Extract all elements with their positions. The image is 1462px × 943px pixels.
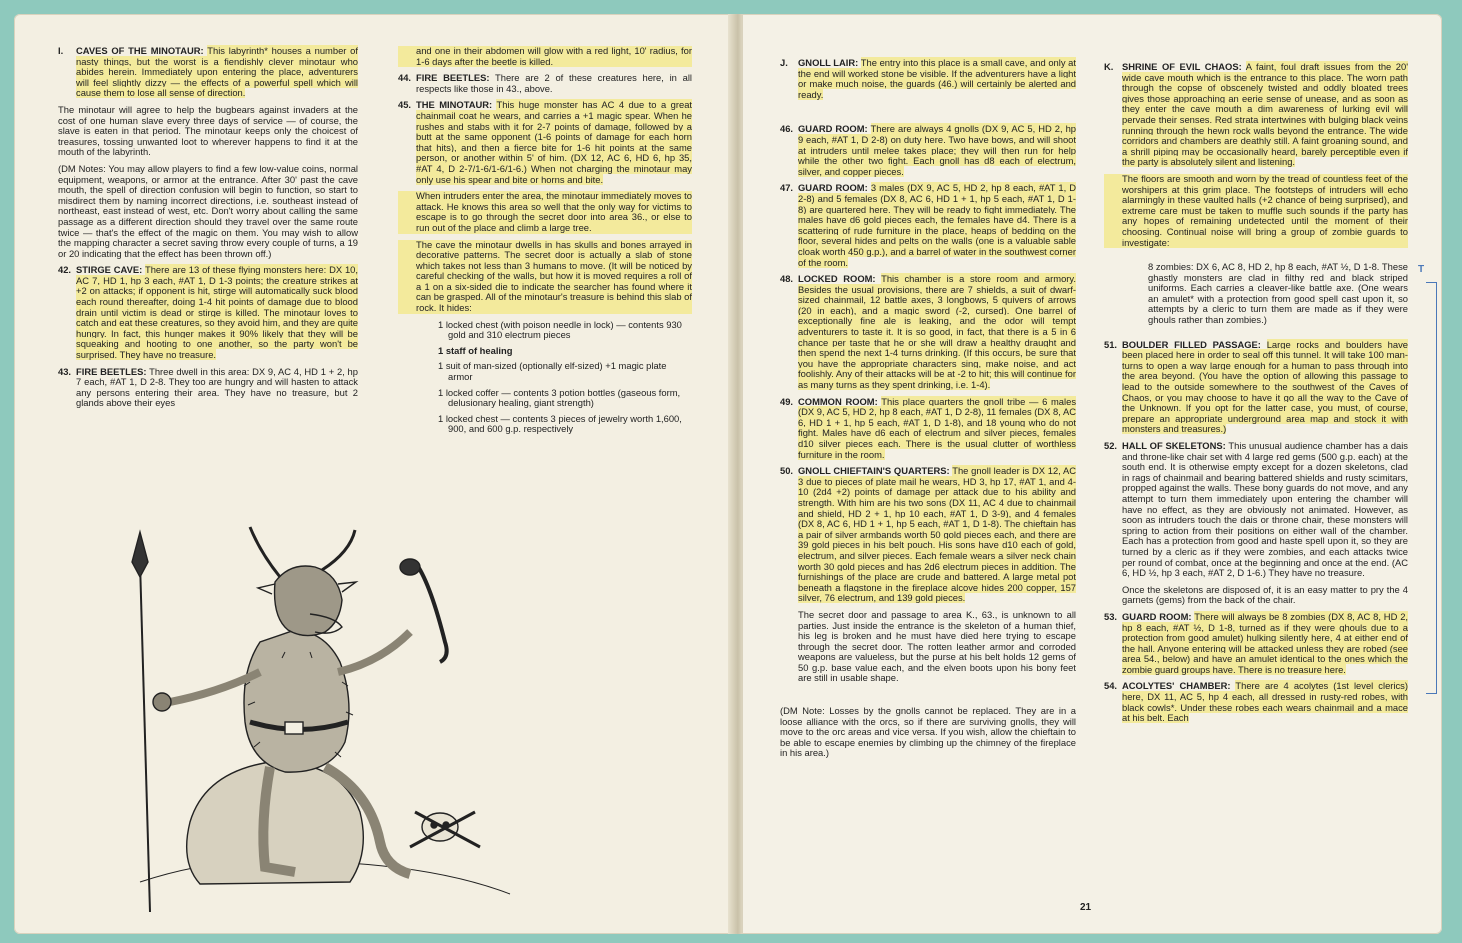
entry-shrine-of-evil-chaos bbox=[1104, 62, 1408, 168]
entry-title: HALL OF SKELETONS: bbox=[1122, 440, 1226, 451]
entry-number: 43. bbox=[58, 365, 72, 377]
entry-text: Large rocks and boulders have been placed here in order to seal off this tunnel. It will take 100 man-turns to open a way large enough for a human to pass through into the area beyond. (You have the option of allowing this passage to lead to the outside somewhere to the southwest of the Caves of Chaos, or you may choose to have it go all the way to the Cave of the Unknown. If you opt for the latter case, you must, of course, prepare an appropriate underground area map and stock it with monsters and treasures.) bbox=[1122, 338, 1408, 435]
entry-44-fire-beetles bbox=[398, 73, 692, 94]
treasure-item: 1 locked chest — contents 3 pieces of jewelry worth 1,600, 900, and 600 g.p. respectively bbox=[438, 412, 682, 435]
entry-title: FIRE BEETLES: bbox=[76, 365, 147, 377]
entry-title: GUARD ROOM: bbox=[798, 123, 868, 135]
paragraph-garnets: Once the skeletons are disposed of, it is an easy matter to pry the 4 garnets (gems) from the back of the chair. bbox=[1122, 583, 1408, 606]
paragraph-floors: The floors are smooth and worn by the tread of countless feet of the worshipers at this grim place. The footsteps of intruders will echo alarmingly in these vaulted halls (+2 chance of being surprised), and extreme care must be taken to muffle such sounds if the party has any hopes of remaining undetected until the moment of their choosing. Continual noise will bring a group of zombie guards to investigate: bbox=[1104, 174, 1408, 248]
entry-title: GUARD ROOM: bbox=[798, 182, 868, 194]
right-column-1 bbox=[780, 58, 1076, 765]
entry-number: 42. bbox=[58, 264, 72, 276]
entry-text: There will always be 8 zombies (DX 8, AC 8, HD 2, hp 8 each, #AT ½, D 1-8, turned as if they were ghouls due to a protection from good amulet) hulking silently here, 4 at either end of the hall. Anyone entering will be attacked unless they are robed (see area 54., below) and have an amulet identical to the ones which the zombie guard groups have. There is no treasure here. bbox=[1122, 610, 1409, 675]
entry-text: This labyrinth* houses a number of nasty things, but the worst is a fiendishly clever minotaur who abides herein. Immediately upon entering the place, adventurers will feel slightly dizzy — the effects of a powerful spell which will cause them to lose all sense of direction. bbox=[76, 45, 359, 99]
entry-text: There are 2 of these creatures here, in all respects like those in 43., above. bbox=[416, 72, 692, 94]
entry-text: There are 13 of these flying monsters here: DX 10, AC 7, HD 1, hp 3 each, #AT 1, D 1-3 points; the creature strikes at +2 on attacks; if opponent is hit, stirge will automatically suck blood each round thereafter, doing 1-4 hit points of damage due to blood drain until victim is dead or stirge is killed. The minotaur loves to catch and eat these creatures, so they avoid him, and they are quite hungry. In fact, this hunger makes it 90% likely that they will be squeaking and hooting to one another, so the party won't be surprised. They have no treasure. bbox=[76, 264, 359, 361]
entry-text: There are 4 acolytes (1st level clerics) here, DX 11, AC 5, hp 4 each, all dressed in rusty-red robes, with black cowls*. Under these robes each wears chainmail and a mace at his belt. Each bbox=[1122, 680, 1408, 724]
treasure-item: 1 locked coffer — contents 3 potion bottles (gaseous form, delusionary healing, giant strength) bbox=[438, 386, 681, 409]
dm-note: (DM Note: Losses by the gnolls cannot be replaced. They are in a loose alliance with the orcs, so if there are surviving gnolls, they will move to the orc areas and vice versa. If you wish, allow the chieftain to be able to escape enemies by climbing up the chimney of the fireplace in his area.) bbox=[780, 705, 1076, 759]
paragraph-cave: The cave the minotaur dwells in has skulls and bones arrayed in decorative patterns. The secret door is actually a slab of stone which takes not less than 3 humans to move. (It will be noticed by careful checking of the walls, but how it is moved requires a roll of a 1 on a six-sided die to indicate the searcher has found where it can be grasped. All of the minotaur's treasure is behind this slab of rock. It hides: bbox=[398, 240, 692, 314]
entry-title: FIRE BEETLES: bbox=[416, 72, 490, 84]
entry-number: I. bbox=[58, 45, 64, 56]
entry-text: 3 males (DX 9, AC 5, HD 2, hp 8 each, #AT 1, D 2-8) and 5 females (DX 8, AC 6, HD 1 + 1, hp 5 each, #AT 1, D 1-8) are quartered here. They will be ready to fight immediately. The males have d6 gold pieces each, the females have d4. There is a scattering of rude furniture in the place, heaps of bedding on the floor, several hides and pelts on the walls (one is a valuable sable cloak worth 450 g.p.), and a barrel of water in the southwest corner of the room. bbox=[798, 182, 1077, 268]
entry-48-locked-room bbox=[780, 274, 1076, 391]
entry-number: 49. bbox=[780, 395, 794, 407]
entry-title: SHRINE OF EVIL CHAOS: bbox=[1122, 61, 1242, 72]
entry-text: A faint, foul draft issues from the 20' wide cave mouth which is the entrance to this place. The worn path through the copse of obscenely twisted and oddly bloated trees gives those approaching an eerie sense of unease, and as soon as they enter the cave mouth a dim awareness of lurking evil will pervade their senses. Red strata intertwines with bulging black veins running through the hewn rock walls beyond the entrance. The wide corridors and chambers are deathly still. A faint groaning sound, and a shrill piping may be occasionally heard, barely perceptible even if the party is absolutely silent and listening. bbox=[1122, 61, 1408, 168]
treasure-item: 1 staff of healing bbox=[438, 344, 513, 356]
entry-text: The entry into this place is a small cave, and only at the end will worked stone be visible. If the adventurers have a light or make much noise, the guards (46.) will certainly be alerted and ready. bbox=[798, 57, 1076, 100]
entry-title: GNOLL CHIEFTAIN'S QUARTERS: bbox=[798, 465, 950, 477]
entry-42-stirge-cave bbox=[58, 265, 358, 360]
entry-number: 50. bbox=[780, 465, 794, 477]
entry-title: COMMON ROOM: bbox=[798, 395, 878, 407]
entry-title: LOCKED ROOM: bbox=[798, 273, 876, 285]
entry-title: ACOLYTES' CHAMBER: bbox=[1122, 680, 1231, 692]
entry-number: 53. bbox=[1104, 610, 1118, 622]
entry-text: There are always 4 gnolls (DX 9, AC 5, HD 2, hp 9 each, #AT 1, D 2-8) on duty here. Two have bows, and will shoot at intruders until melee takes place; they will then run for help while the other two fight. Each gnoll has d8 each of electrum, silver, and copper pieces. bbox=[798, 123, 1077, 177]
entry-title: GUARD ROOM: bbox=[1122, 610, 1192, 622]
entry-50-chieftains-quarters bbox=[780, 466, 1076, 604]
entry-54-acolytes-chamber bbox=[1104, 681, 1408, 723]
right-column-2 bbox=[1104, 62, 1408, 730]
entry-title: THE MINOTAUR: bbox=[416, 99, 493, 111]
paragraph-intruders: When intruders enter the area, the minotaur immediately moves to attack. He knows this area so well that the only way for victims to escape is to go through the secret door into area 36., or else to run out of the place and climb a large tree. bbox=[398, 191, 692, 233]
entry-text: This chamber is a store room and armory. Besides the usual provisions, there are 7 shields, a suit of dwarf-sized chainmail, 12 battle axes, 3 longbows, 5 quivers of arrows (20 in each), and a magic sword (-2, cursed). One barrel of exceptionally fine ale is leaking, and the odor will tempt adventurers to taste it. It is so good, in fact, that there is a 5 in 6 chance per taste that he or she will draw a healthy draught and then spend the next 1-4 turns drinking. (If this occurs, be sure that you have the appropriate characters sing, make noise, and act foolishly. Any of their attacks will be at -2 to hit; this will continue for as many turns as they spent drinking, i.e. 1-4). bbox=[798, 273, 1076, 391]
entry-title: CAVES OF THE MINOTAUR: bbox=[76, 45, 204, 56]
margin-bracket bbox=[1426, 282, 1437, 694]
treasure-item: 1 locked chest (with poison needle in lock) — contents 930 gold and 310 electrum pieces bbox=[438, 318, 682, 341]
entry-text: This huge monster has AC 4 due to a great chainmail coat he wears, and carries a +1 magic spear. When he rushes and stabs with it for 2-7 points of damage, followed by a butt at the same opponent (1-6 points of damage for each horn that hits), and then a fierce bite for 1-6 hit points at the same person, or another within 5' of him. (DX 12, AC 6, HD 6, hp 35, #AT 4, D 2-7/1-6/1-6/1-6.) When not charging the minotaur may only use his spear and bite or horns and bite. bbox=[416, 99, 693, 185]
entry-51-boulder-passage bbox=[1104, 340, 1408, 435]
entry-49-common-room bbox=[780, 397, 1076, 461]
entry-53-guard-room bbox=[1104, 612, 1408, 676]
entry-46-guard-room bbox=[780, 124, 1076, 177]
minotaur-illustration bbox=[110, 522, 520, 922]
entry-text: This unusual audience chamber has a dais and throne-like chair set with 4 large red gems (500 g.p. each) at the south end. It is otherwise empty except for a dozen skeletons, clad in rags of chainmail and bearing battered shields and rusty scimitars, propped against the walls. These bony guards do not move, and any attempt to turn them immediately upon entering the chamber will have no effect, as they are obviously not animated. However, as soon as intruders touch the dais or throne chair, these monsters will spring to action from their positions on either wall of the chamber. Each has a protection from good and haste spell upon it, so they are turned by a cleric as if they were zombies, and each attacks twice per round of combat, once at the beginning and once at the end. (AC 6, HD ½, hp 3 each, #AT 2, D 1-6.) They have no treasure. bbox=[1122, 440, 1408, 579]
entry-number: 48. bbox=[780, 273, 794, 285]
treasure-item: 1 suit of man-sized (optionally elf-sized) +1 magic plate armor bbox=[438, 360, 667, 383]
entry-52-hall-of-skeletons bbox=[1104, 441, 1408, 579]
entry-number: 46. bbox=[780, 123, 794, 135]
entry-45-minotaur bbox=[398, 100, 692, 185]
entry-number: 51. bbox=[1104, 338, 1118, 350]
zombies-stats: 8 zombies: DX 6, AC 8, HD 2, hp 8 each, #AT ½, D 1-8. These ghastly monsters are clad in filthy red and black striped uniforms. Each carries a cleaver-like battle axe. (One wears an amulet* with a protection from good spell cast upon it, so attempts by a cleric to turn them are made as if they were ghouls rather than zombies.) bbox=[1148, 261, 1408, 326]
entry-caves-of-minotaur bbox=[58, 46, 358, 99]
entry-title: STIRGE CAVE: bbox=[76, 264, 143, 276]
entry-gnoll-lair bbox=[780, 58, 1076, 100]
paragraph-minotaur-agree: The minotaur will agree to help the bugbears against invaders at the cost of one human slave every three days of service — of course, the slave is eaten in that period. The minotaur keeps only the choicest of treasures, tossing unwanted loot to wherever happens to find it at the mouth of the labyrinth. bbox=[58, 103, 358, 158]
entry-number: K. bbox=[1104, 61, 1114, 72]
entry-number: 54. bbox=[1104, 680, 1118, 692]
paragraph-43-continued: and one in their abdomen will glow with a red light, 10' radius, for 1-6 days after the beetle is killed. bbox=[398, 46, 692, 67]
entry-number: 47. bbox=[780, 182, 794, 194]
dm-notes: (DM Notes: You may allow players to find a few low-value coins, normal equipment, weapons, or armor at the entrance. After 30' past the cave mouth, the spell of direction confusion will begin to function, so start to misdirect them by naming incorrect directions, i.e. southeast instead of northeast, east instead of west, etc. Don't worry about calling the same passage as a different direction should they travel over the same route twice — that's the effect of the magic on them. You may wish to allow the mapping character a secret saving throw every couple of turns, a 19 or 20 indicating that the effect has been thrown off.) bbox=[58, 162, 358, 259]
entry-number: 45. bbox=[398, 99, 412, 111]
entry-text: This place quarters the gnoll tribe — 6 males (DX 9, AC 5, HD 2, hp 8 each, #AT 1, D 2-8), 11 females (DX 8, AC 6, HD 1 + 1, hp 5 each, #AT 1, D 1-8), and 18 young who do not fight. Males have d6 each of electrum and silver pieces, females d10 silver pieces each. There is the usual clutter of worthless furniture in the room. bbox=[798, 395, 1077, 460]
entry-number: 52. bbox=[1104, 440, 1118, 451]
entry-number: 44. bbox=[398, 72, 412, 84]
left-page bbox=[14, 14, 736, 934]
paragraph-secret-door: The secret door and passage to area K., 63., is unknown to all parties. Just inside the entrance is the skeleton of a human thief, his leg is broken and he must have died here trying to escape through the secret door. The rotten leather armor and corroded weapons are valueless, but the purse at his belt holds 12 gems of 50 g.p. base value each, and the elven boots upon his bony feet are still in usable shape. bbox=[798, 608, 1076, 684]
entry-47-guard-room bbox=[780, 183, 1076, 268]
treasure-list bbox=[398, 320, 692, 435]
entry-text: Three dwell in this area: DX 9, AC 4, HD 1 + 2, hp 7 each, #AT 1, D 2-8. They too are hungry and will hasten to attack any persons entering their area. They have no treasure, but 2 glands above their eyes bbox=[76, 365, 358, 409]
page-number: 21 bbox=[1080, 902, 1092, 913]
entry-43-fire-beetles bbox=[58, 367, 358, 409]
entry-text: The gnoll leader is DX 12, AC 3 due to pieces of plate mail he wears, HD 3, hp 17, #AT 1, and 4-10 (2d4 +2) points of damage per attack due to his ability and strength. With him are his two sons (DX 11, AC 4 due to chainmail and shield, HD 2 + 1, hp 10 each, #AT 1, D 3-9), and 4 females (DX 8, AC 6, HD 1 + 1, hp 5 each, #AT 1, D 1-8). The chieftain has a pair of silver armbands worth 50 gold pieces each, and there are 39 gold pieces in his belt pouch. His sons have d10 each of gold, electrum, and silver pieces. Each female wears a silver neck chain worth 30 gold pieces and has 2d6 electrum pieces in addition. The furnishings of the place are crude and battered. A large metal pot beneath a flagstone in the fireplace alcove hides 200 copper, 157 silver, 76 electrum, and 139 gold pieces. bbox=[798, 465, 1077, 604]
margin-mark: T bbox=[1418, 264, 1425, 275]
entry-number: J. bbox=[780, 57, 788, 68]
right-page bbox=[742, 14, 1442, 934]
entry-title: BOULDER FILLED PASSAGE: bbox=[1122, 338, 1261, 350]
entry-title: GNOLL LAIR: bbox=[798, 57, 859, 68]
left-column-1 bbox=[58, 46, 358, 415]
left-column-2 bbox=[398, 46, 692, 441]
